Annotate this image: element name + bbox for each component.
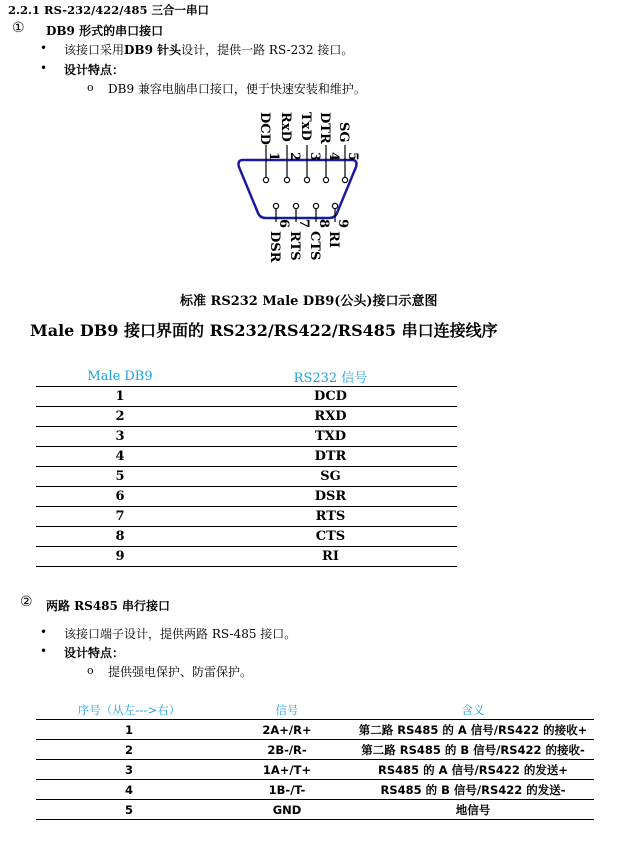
table-row xyxy=(36,527,457,547)
col-header-db9: Male DB9 xyxy=(36,367,204,387)
cell-signal: 1B-/T- xyxy=(222,780,352,800)
pin-label-dcd: DCD xyxy=(257,112,272,145)
pin-7 xyxy=(293,203,298,208)
cell-pin: 7 xyxy=(36,507,204,527)
pin-4 xyxy=(323,177,328,182)
item2-bullet2: 设计特点： xyxy=(64,646,125,660)
col-header-rs232: RS232 信号 xyxy=(204,367,457,387)
cell-index: 3 xyxy=(36,760,222,780)
table-row xyxy=(36,720,594,740)
pin-num-8: 8 xyxy=(316,219,331,229)
rs485-table xyxy=(36,700,594,820)
table-row xyxy=(36,507,457,527)
cell-signal: RI xyxy=(204,547,457,567)
db9-shell xyxy=(239,160,357,218)
diagram-caption: 标准 RS232 Male DB9(公头)接口示意图 xyxy=(180,294,438,309)
cell-signal: DTR xyxy=(204,447,457,467)
cell-pin: 3 xyxy=(36,427,204,447)
bullet-dot: • xyxy=(40,625,48,639)
cell-index: 2 xyxy=(36,740,222,760)
section-title: 2.2.1 RS-232/422/485 三合一串口 xyxy=(8,3,209,17)
cell-index: 4 xyxy=(36,780,222,800)
bullet-dot: • xyxy=(40,41,48,55)
table-row xyxy=(36,387,457,407)
table-row xyxy=(36,800,594,820)
bullet-dot: • xyxy=(40,61,48,75)
pin-num-1: 1 xyxy=(266,152,281,162)
cell-pin: 2 xyxy=(36,407,204,427)
bullet1-bold: DB9 针头 xyxy=(124,43,182,57)
pin-2 xyxy=(284,177,289,182)
table-row xyxy=(36,780,594,800)
cell-meaning: RS485 的 A 信号/RS422 的发送+ xyxy=(352,760,594,780)
pin-5 xyxy=(342,177,347,182)
pin-label-sg: SG xyxy=(336,122,351,143)
item2-marker: ② xyxy=(20,594,33,610)
pin-num-7: 7 xyxy=(296,219,311,229)
pin-label-dsr: DSR xyxy=(267,231,282,263)
bullet1-pre: 该接口采用 xyxy=(64,43,125,57)
pin-label-rts: RTS xyxy=(287,231,302,261)
cell-signal: SG xyxy=(204,467,457,487)
cell-meaning: 第二路 RS485 的 B 信号/RS422 的接收- xyxy=(352,740,594,760)
table-row xyxy=(36,447,457,467)
sub-marker: o xyxy=(87,81,94,94)
heading2: Male DB9 接口界面的 RS232/RS422/RS485 串口连接线序 xyxy=(30,321,498,340)
cell-meaning: 地信号 xyxy=(352,800,594,820)
cell-index: 1 xyxy=(36,720,222,740)
pin-num-2: 2 xyxy=(287,152,302,162)
bullet-dot: • xyxy=(40,644,48,658)
db9-table xyxy=(36,367,457,567)
cell-signal: DSR xyxy=(204,487,457,507)
db9-diagram xyxy=(0,0,619,300)
item2-sub1: 提供强电保护、防雷保护。 xyxy=(108,665,253,679)
sub-marker: o xyxy=(87,664,94,677)
cell-signal: 2A+/R+ xyxy=(222,720,352,740)
pin-8 xyxy=(313,203,318,208)
top-pins xyxy=(263,145,347,183)
item1-marker: ① xyxy=(12,20,25,36)
pin-3 xyxy=(304,177,309,182)
cell-signal: 1A+/T+ xyxy=(222,760,352,780)
item2-bullet1: 该接口端子设计，提供两路 RS-485 接口。 xyxy=(64,627,297,641)
cell-pin: 1 xyxy=(36,387,204,407)
pin-label-dtr: DTR xyxy=(317,112,332,144)
pin-num-4: 4 xyxy=(326,152,341,162)
cell-signal: RXD xyxy=(204,407,457,427)
cell-signal: DCD xyxy=(204,387,457,407)
pin-num-9: 9 xyxy=(335,219,350,229)
pin-1 xyxy=(263,177,268,182)
pin-num-6: 6 xyxy=(276,219,291,229)
table-row xyxy=(36,760,594,780)
cell-meaning: RS485 的 B 信号/RS422 的发送- xyxy=(352,780,594,800)
cell-signal: TXD xyxy=(204,427,457,447)
cell-pin: 8 xyxy=(36,527,204,547)
pin-9 xyxy=(332,203,337,208)
item1-sub1: DB9 兼容电脑串口接口，便于快速安装和维护。 xyxy=(108,82,366,96)
table-row xyxy=(36,740,594,760)
table-row xyxy=(36,407,457,427)
pin-label-txd: TxD xyxy=(298,112,313,141)
cell-pin: 6 xyxy=(36,487,204,507)
table-row xyxy=(36,487,457,507)
table-row xyxy=(36,467,457,487)
cell-signal: CTS xyxy=(204,527,457,547)
cell-pin: 5 xyxy=(36,467,204,487)
cell-meaning: 第二路 RS485 的 A 信号/RS422 的接收+ xyxy=(352,720,594,740)
pin-label-rxd: RxD xyxy=(278,112,293,142)
table-row xyxy=(36,427,457,447)
pin-num-3: 3 xyxy=(307,152,322,162)
cell-pin: 9 xyxy=(36,547,204,567)
cell-signal: 2B-/R- xyxy=(222,740,352,760)
pin-label-ri: RI xyxy=(326,231,341,248)
cell-signal: RTS xyxy=(204,507,457,527)
item1-title: DB9 形式的串口接口 xyxy=(46,24,164,38)
col-header-signal: 信号 xyxy=(222,700,352,720)
item1-bullet2: 设计特点： xyxy=(64,63,125,77)
cell-signal: GND xyxy=(222,800,352,820)
cell-pin: 4 xyxy=(36,447,204,467)
col-header-index: 序号（从左--->右） xyxy=(36,700,222,720)
pin-num-5: 5 xyxy=(345,152,360,162)
table-row xyxy=(36,547,457,567)
pin-label-cts: CTS xyxy=(307,231,322,261)
cell-index: 5 xyxy=(36,800,222,820)
col-header-meaning: 含义 xyxy=(352,700,594,720)
bullet1-post: 设计，提供一路 RS-232 接口。 xyxy=(181,43,354,57)
item2-title: 两路 RS485 串行接口 xyxy=(46,599,171,613)
pin-6 xyxy=(273,203,278,208)
